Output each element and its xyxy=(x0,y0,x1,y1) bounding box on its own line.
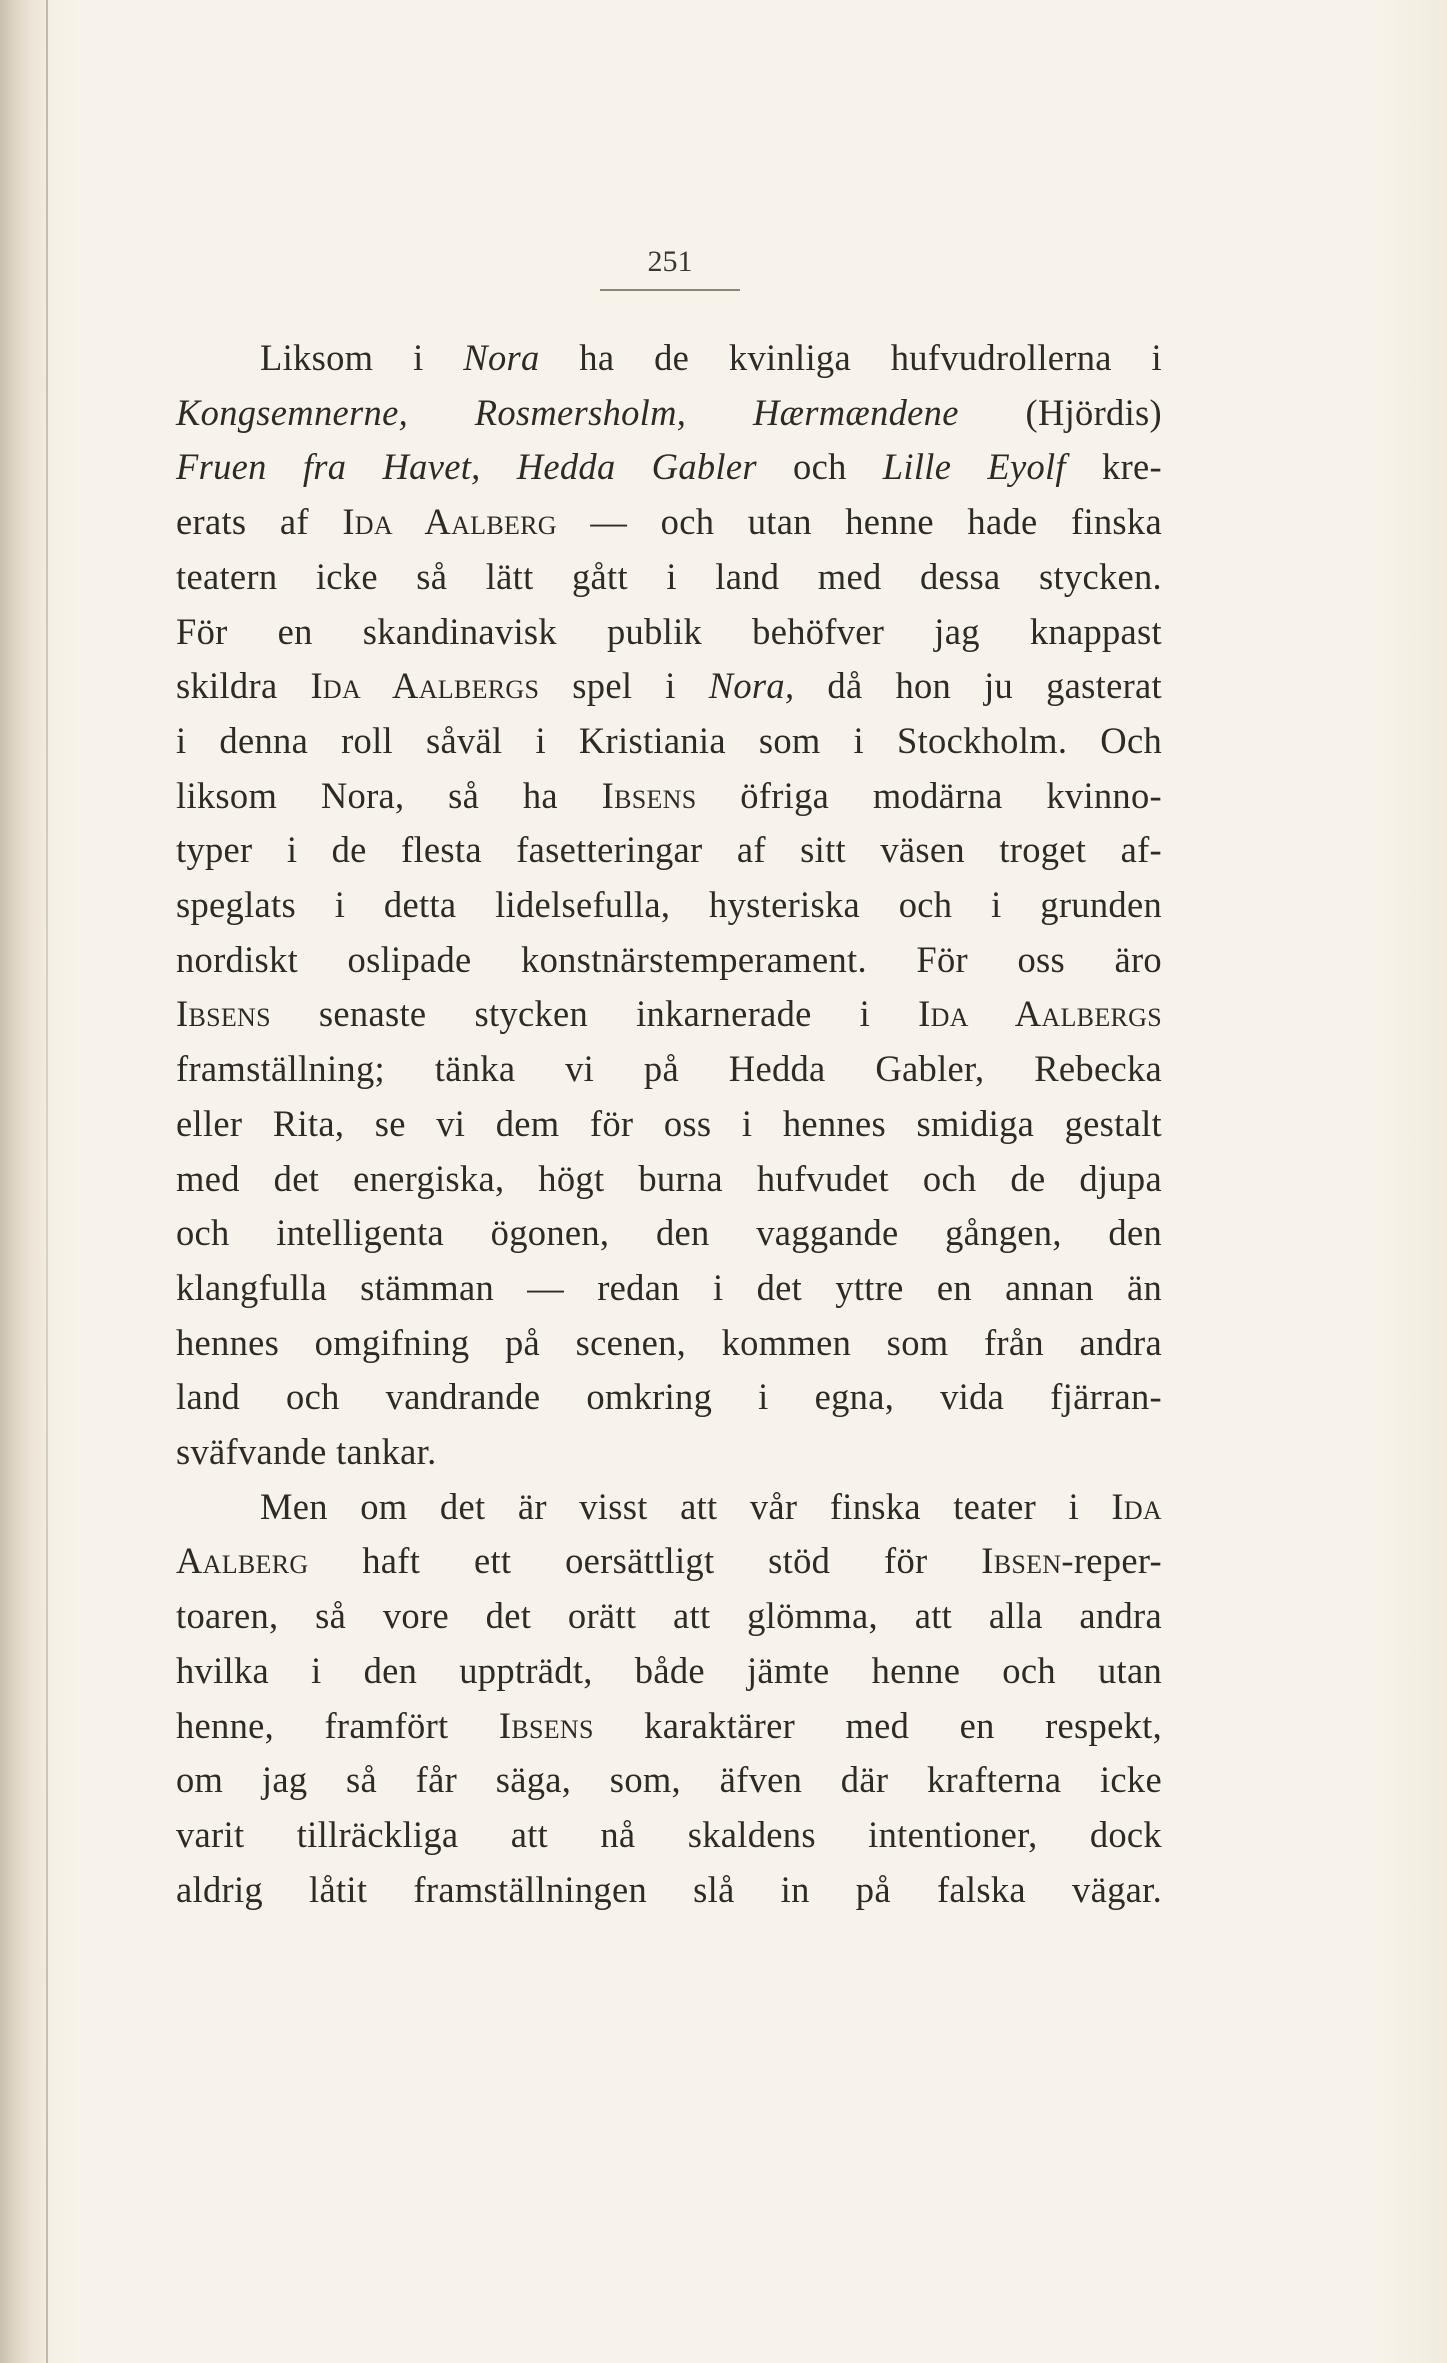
text-segment: och intelligenta ögonen, den vaggande gången, den xyxy=(176,1212,1162,1254)
text-segment: karaktärer med en respekt, xyxy=(593,1704,1162,1746)
text-segment: toaren, så vore det orätt att glömma, att alla andra xyxy=(176,1595,1162,1637)
text-segment: Men om det är visst att vår finska teater i xyxy=(260,1485,1112,1527)
title-italic: Nora, xyxy=(708,665,795,707)
text-line xyxy=(176,878,1162,933)
text-line xyxy=(176,550,1162,605)
text-line xyxy=(176,1152,1162,1207)
binding-line xyxy=(46,0,48,2363)
text-segment: land och vandrande omkring i egna, vida fjärran- xyxy=(176,1376,1162,1418)
text-line xyxy=(176,1753,1162,1808)
text-line xyxy=(176,605,1162,660)
body-text xyxy=(176,331,1162,1917)
name-small-caps: Ibsens xyxy=(176,993,271,1035)
text-line xyxy=(176,1206,1162,1261)
text-segment: henne, framfört xyxy=(176,1704,499,1746)
text-segment: varit tillräckliga att nå skaldens intentioner, dock xyxy=(176,1813,1162,1855)
text-segment: klangfulla stämman — redan i det yttre en annan än xyxy=(176,1266,1162,1308)
title-italic: Kongsemnerne, Rosmersholm, Hærmændene xyxy=(176,391,959,433)
name-small-caps: Ibsens xyxy=(498,1704,594,1746)
text-segment: hvilka i den uppträdt, både jämte henne och utan xyxy=(176,1649,1162,1691)
text-segment: typer i de flesta fasetteringar af sitt väsen troget af- xyxy=(176,829,1162,871)
text-segment: haft ett oersättligt stöd för xyxy=(308,1540,982,1582)
text-line xyxy=(176,440,1162,495)
text-segment: eller Rita, se vi dem för oss i hennes smidiga gestalt xyxy=(176,1102,1162,1144)
text-segment: ha de kvinliga hufvudrollerna i xyxy=(539,337,1162,378)
text-segment: då hon ju gasterat xyxy=(794,665,1162,707)
name-small-caps: Ida xyxy=(1111,1485,1162,1527)
text-line xyxy=(176,1589,1162,1644)
text-segment: nordiskt oslipade konstnärstemperament. För oss äro xyxy=(176,938,1162,980)
name-small-caps: Ibsens xyxy=(601,774,697,816)
text-segment: öfriga modärna kvinno- xyxy=(696,774,1162,816)
text-line xyxy=(176,1042,1162,1097)
name-small-caps: Ida Aalbergs xyxy=(310,665,540,707)
text-segment: med det energiska, högt burna hufvudet och de djupa xyxy=(176,1157,1162,1199)
text-segment: om jag så får säga, som, äfven där krafterna icke xyxy=(176,1759,1162,1801)
text-segment: — och utan henne hade finska xyxy=(556,501,1162,543)
text-segment: framställning; tänka vi på Hedda Gabler, Rebecka xyxy=(176,1048,1162,1090)
text-line xyxy=(176,1863,1162,1918)
text-segment: liksom Nora, så ha xyxy=(176,774,602,816)
text-line xyxy=(176,495,1162,550)
text-segment: -reper- xyxy=(1061,1540,1162,1582)
text-segment: teatern icke så lätt gått i land med dessa stycken. xyxy=(176,555,1162,597)
text-line xyxy=(176,1699,1162,1754)
text-line xyxy=(176,987,1162,1042)
text-line xyxy=(176,1808,1162,1863)
text-line xyxy=(176,386,1162,441)
text-segment: senaste stycken inkarnerade i xyxy=(270,993,919,1035)
text-segment: spel i xyxy=(539,665,709,707)
text-segment: Liksom i xyxy=(260,337,464,378)
text-line xyxy=(176,1425,1162,1480)
text-segment: skildra xyxy=(176,665,311,707)
text-segment: sväfvande tankar. xyxy=(176,1431,437,1473)
text-line xyxy=(176,1644,1162,1699)
title-italic: Lille Eyolf xyxy=(882,446,1066,488)
text-segment: erats af xyxy=(176,501,343,543)
text-line xyxy=(176,933,1162,988)
text-line xyxy=(176,1316,1162,1371)
text-segment: (Hjördis) xyxy=(958,391,1163,433)
text-line xyxy=(176,1534,1162,1589)
name-small-caps: Ibsen xyxy=(981,1540,1062,1582)
text-line xyxy=(176,1370,1162,1425)
text-line xyxy=(176,769,1162,824)
text-line xyxy=(176,823,1162,878)
text-segment: kre- xyxy=(1065,446,1162,488)
page-number: 251 xyxy=(600,245,740,291)
name-small-caps: Ida Aalberg xyxy=(342,501,557,543)
text-segment: aldrig låtit framställningen slå in på falska vägar. xyxy=(176,1868,1162,1910)
text-line xyxy=(176,659,1162,714)
text-line xyxy=(176,331,1162,386)
title-italic: Nora xyxy=(463,337,540,378)
text-line xyxy=(176,1097,1162,1152)
text-segment: För en skandinavisk publik behöfver jag knappast xyxy=(176,610,1162,652)
text-line xyxy=(176,714,1162,769)
text-line xyxy=(176,1480,1162,1535)
text-segment: i denna roll såväl i Kristiania som i Stockholm. Och xyxy=(176,719,1162,761)
title-italic: Fruen fra Havet, Hedda Gabler xyxy=(176,446,757,488)
text-line xyxy=(176,1261,1162,1316)
name-small-caps: Ida Aalbergs xyxy=(918,993,1162,1035)
name-small-caps: Aalberg xyxy=(176,1540,309,1582)
text-segment: hennes omgifning på scenen, kommen som från andra xyxy=(176,1321,1162,1363)
binding-shadow xyxy=(0,0,52,2363)
text-segment: speglats i detta lidelsefulla, hysteriska och i grunden xyxy=(176,884,1162,926)
text-segment: och xyxy=(756,446,883,488)
